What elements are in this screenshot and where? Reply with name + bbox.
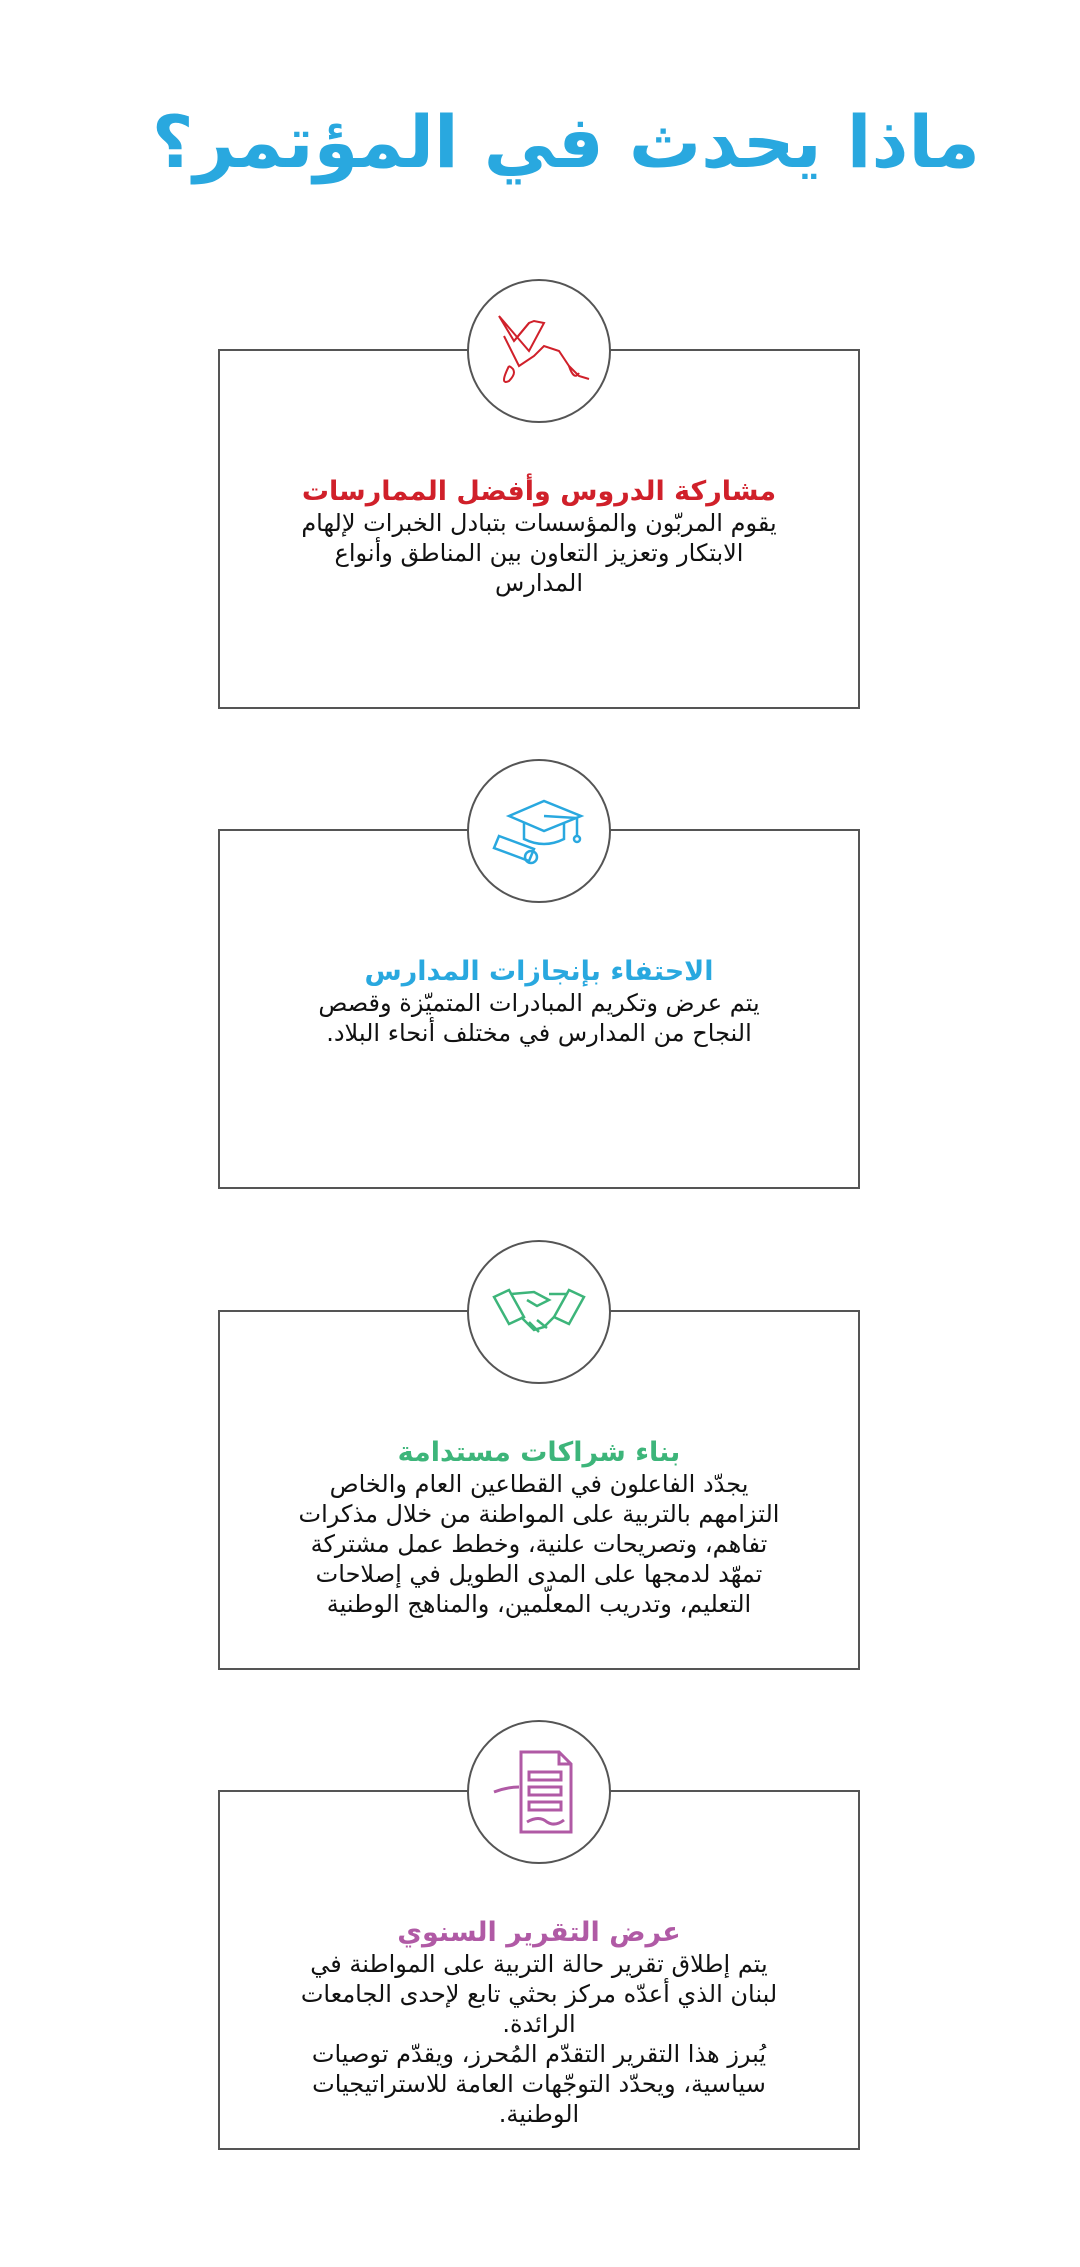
document-icon <box>489 1747 589 1837</box>
card-report <box>218 1790 860 2150</box>
card-heading: عرض التقرير السنوي <box>397 1917 681 1948</box>
card-body: يتم عرض وتكريم المبادرات المتميّزة وقصص النجاح من المدارس في مختلف أنحاء البلاد. <box>318 989 760 1047</box>
card-body: يقوم المربّون والمؤسسات بتبادل الخبرات لإلهام الابتكار وتعزيز التعاون بين المناطق وأنواع المدارس <box>301 509 777 597</box>
card-heading: الاحتفاء بإنجازات المدارس <box>364 956 714 987</box>
hands-book-icon <box>484 311 594 391</box>
graduation-cap-icon <box>489 791 589 871</box>
card-celebrate <box>218 829 860 1189</box>
card-heading: بناء شراكات مستدامة <box>397 1437 681 1468</box>
card-lessons <box>218 349 860 709</box>
page-title: ماذا يحدث في المؤتمر؟ <box>151 100 980 184</box>
card-heading: مشاركة الدروس وأفضل الممارسات <box>301 476 777 507</box>
card-partnerships <box>218 1310 860 1670</box>
icon-circle <box>467 1240 611 1384</box>
handshake-icon <box>489 1282 589 1342</box>
card-body: يتم إطلاق تقرير حالة التربية على المواطنة في لبنان الذي أعدّه مركز بحثي تابع لإحدى الجامعات الرائدة. يُبرز هذا التقرير التقدّم المُحرز، ويقدّم توصيات سياسية، ويحدّد التوجّهات العامة للاستراتيجيات الوطنية. <box>300 1950 778 2128</box>
icon-circle <box>467 1720 611 1864</box>
icon-circle <box>467 279 611 423</box>
card-body: يجدّد الفاعلون في القطاعين العام والخاص التزامهم بالتربية على المواطنة من خلال مذكرات تفاهم، وتصريحات علنية، وخطط عمل مشتركة تمهّد لدمجها على المدى الطويل في إصلاحات التعليم، وتدريب المعلّمين، والمناهج الوطنية <box>298 1470 780 1618</box>
icon-circle <box>467 759 611 903</box>
